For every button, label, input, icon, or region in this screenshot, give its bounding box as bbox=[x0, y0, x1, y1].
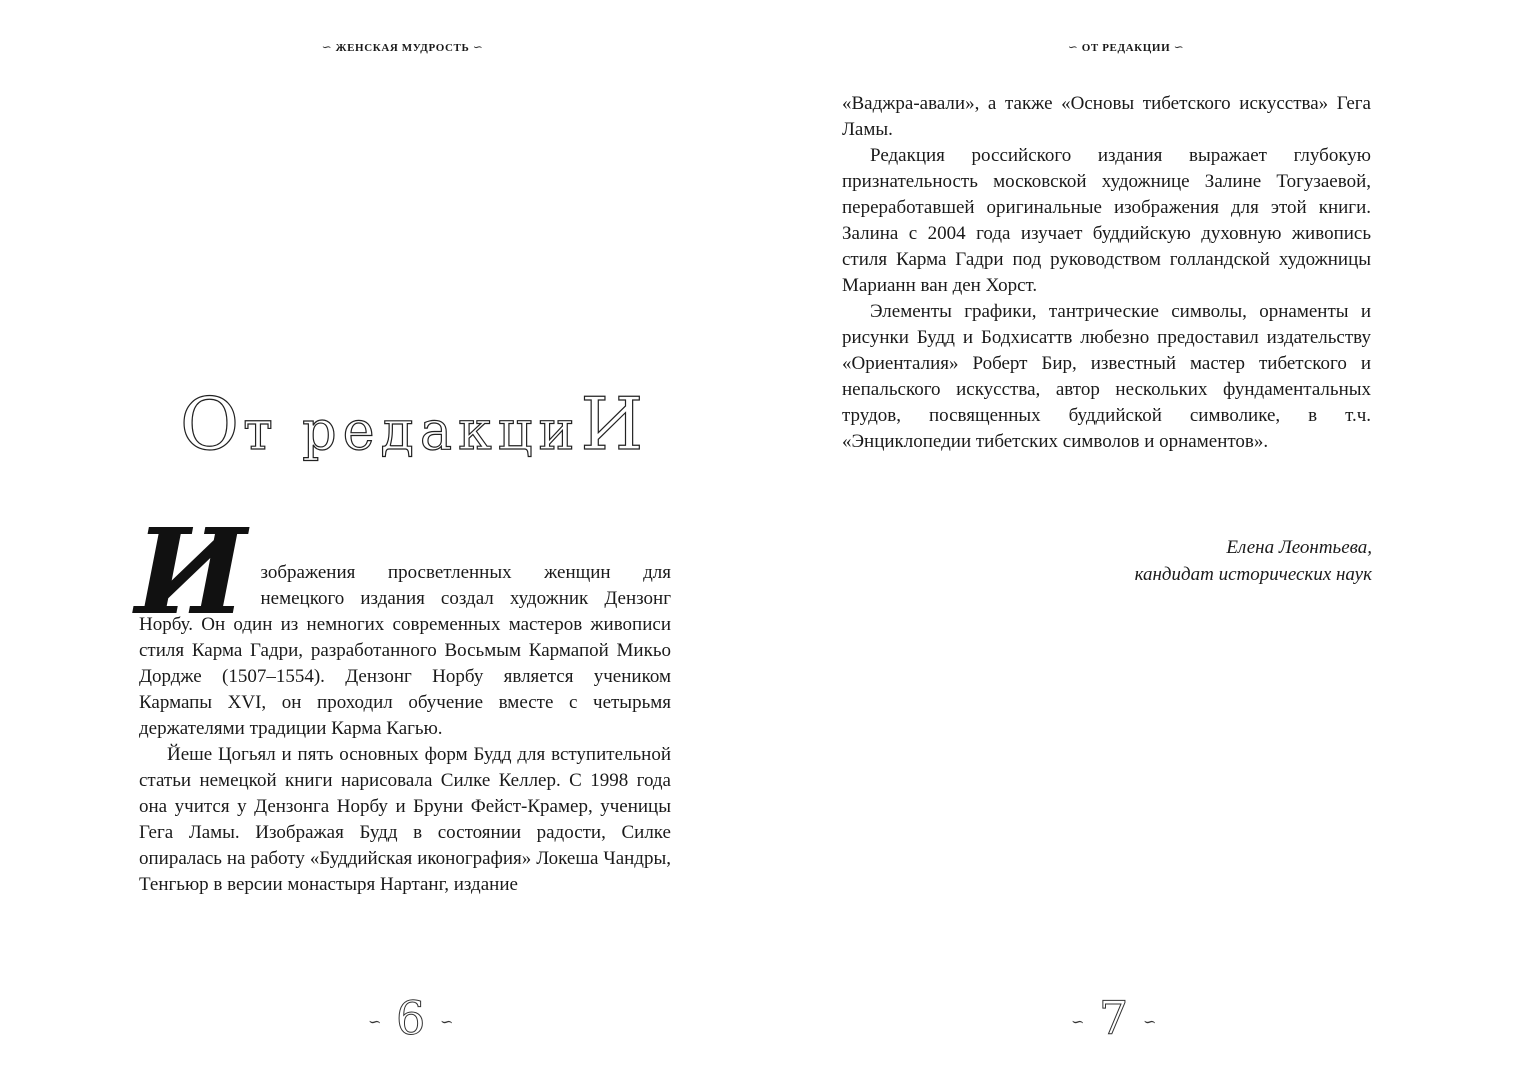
ornament-icon: ∽ bbox=[321, 40, 333, 54]
running-head-left bbox=[305, 40, 500, 55]
ornament-icon: ∽ bbox=[1067, 40, 1079, 54]
left-page bbox=[0, 0, 756, 1080]
paragraph bbox=[135, 502, 671, 742]
paragraph: Элементы графики, тантрические символы, орнаменты и рисунки Будд и Бодхисаттв любезно предоставил издательству «Ориенталия» Роберт Бир, известный мастер тибетского и непальского искусства, автор нескольких фундаментальных трудов, посвященных буддийской символике, в т.ч. «Энциклопедии тибетских символов и орнаментов». bbox=[842, 301, 1371, 452]
drop-cap: И bbox=[135, 502, 247, 641]
ornament-icon: ∽ bbox=[1142, 1012, 1157, 1031]
paragraph: «Ваджра-авали», а также «Основы тибетского искусства» Гега Ламы. bbox=[842, 93, 1371, 140]
chapter-title-middle: т редакци bbox=[243, 399, 581, 462]
page-number-left bbox=[368, 991, 454, 1045]
page-number: 7 bbox=[1099, 991, 1129, 1045]
ornament-icon: ∽ bbox=[439, 1012, 454, 1031]
ornament-icon: ∽ bbox=[472, 40, 484, 54]
chapter-title bbox=[180, 382, 648, 466]
right-body-text bbox=[842, 91, 1371, 455]
paragraph-text: зображения просветленных женщин для немецкого издания создал художник Дензонг Норбу. Он один из немногих современных мастеров живописи стиля Карма Гадри, разработанного Восьмым Кармапой Микьо Дордже (1507–1554). Дензонг Норбу является учеником Кармапы XVI, он проходил обучение вместе с четырьмя держателями традиции Карма Кагью. bbox=[139, 562, 671, 739]
signature-name: Елена Леонтьева, bbox=[1226, 537, 1372, 558]
signature-title: кандидат исторических наук bbox=[1134, 564, 1372, 585]
ornament-icon: ∽ bbox=[1173, 40, 1185, 54]
running-head-text: ЖЕНСКАЯ МУДРОСТЬ bbox=[335, 42, 470, 54]
running-head-right bbox=[1061, 40, 1191, 55]
running-head-text: ОТ РЕДАКЦИИ bbox=[1081, 42, 1171, 54]
signature bbox=[1056, 534, 1372, 588]
paragraph: Йеше Цогьял и пять основных форм Будд для вступительной статьи немецкой книги нарисовала Силке Келлер. С 1998 года она учится у Дензонга Норбу и Бруни Фейст-Крамер, ученицы Гега Ламы. Изображая Будд в состоянии радости, Силке опиралась на работу «Буддийская иконография» Локеша Чандры, Тенгьюр в версии монастыря Нартанг, издание bbox=[139, 744, 671, 895]
page-number-right bbox=[1071, 991, 1157, 1045]
right-page bbox=[756, 0, 1513, 1080]
chapter-title-initial: О bbox=[180, 382, 244, 466]
left-body-text bbox=[135, 502, 671, 898]
chapter-title-final: И bbox=[580, 382, 648, 466]
paragraph: Редакция российского издания выражает глубокую признательность московской художнице Залине Тогузаевой, переработавшей оригинальные изображения для этой книги. Залина с 2004 года изучает буддийскую духовную живопись стиля Карма Гадри под руководством голландской художницы Марианн ван ден Хорст. bbox=[842, 145, 1371, 296]
ornament-icon: ∽ bbox=[368, 1012, 382, 1031]
page-number: 6 bbox=[396, 991, 426, 1045]
ornament-icon: ∽ bbox=[1071, 1012, 1085, 1031]
